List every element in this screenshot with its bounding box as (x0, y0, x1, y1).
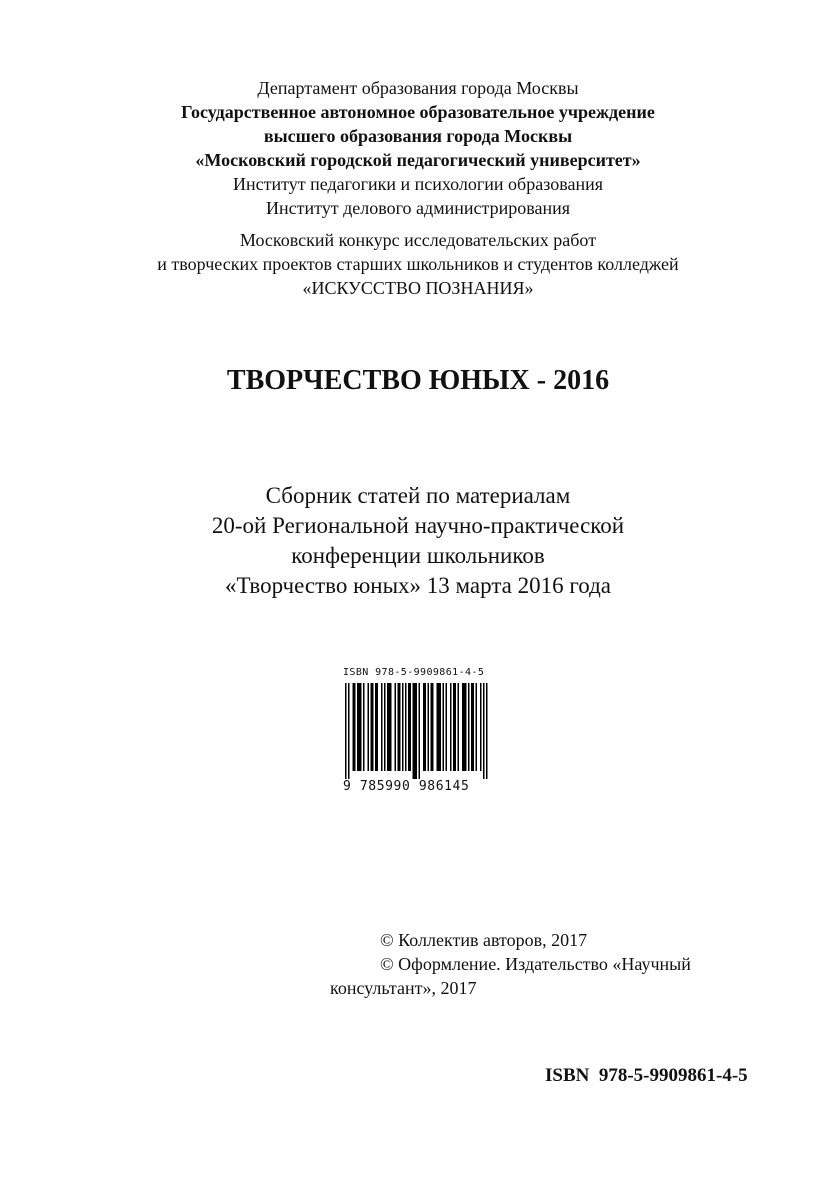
contest-line-3: «ИСКУССТВО ПОЗНАНИЯ» (302, 278, 534, 298)
barcode-isbn-label: ISBN 978-5-9909861-4-5 (343, 667, 485, 678)
barcode-bar (465, 683, 467, 771)
barcode-bar (473, 683, 475, 771)
barcode-bar (384, 683, 386, 771)
barcode-bar (375, 683, 377, 771)
copyright-authors: © Коллектив авторов, 2017 (380, 930, 588, 950)
copyright-design-cont: консультант», 2017 (330, 978, 477, 998)
isbn-barcode (343, 667, 493, 797)
barcode-bar (354, 683, 356, 771)
barcode-bar (381, 683, 383, 771)
contest-line-1: Московский конкурс исследовательских работ (239, 230, 597, 250)
collection-line-3: конференции школьников (291, 543, 545, 568)
copyright-design: © Оформление. Издательство «Научный (380, 954, 691, 974)
institute-line-1: Институт педагогики и психологии образования (232, 174, 604, 194)
barcode-bar (345, 683, 347, 779)
barcode-bar (371, 683, 373, 771)
barcode-bar (458, 683, 460, 771)
barcode-bar (425, 683, 427, 771)
barcode-bars (343, 683, 493, 779)
barcode-bar (416, 683, 418, 779)
barcode-bar (438, 683, 440, 771)
barcode-bar (464, 683, 466, 771)
barcode-bar (450, 683, 452, 771)
barcode-bar (455, 683, 457, 771)
isbn-number: ISBN 978-5-9909861-4-5 (545, 1065, 748, 1086)
barcode-bar (453, 683, 455, 771)
barcode-bar (408, 683, 410, 771)
barcode-bar (372, 683, 374, 771)
barcode-bar (437, 683, 439, 771)
barcode-bar (468, 683, 470, 771)
barcode-bar (413, 683, 415, 779)
barcode-bar (357, 683, 359, 771)
contest-block (0, 228, 836, 300)
barcode-bar (405, 683, 407, 771)
barcode-bar (443, 683, 445, 771)
barcode-bar (389, 683, 391, 771)
barcode-bar (428, 683, 430, 771)
barcode-bar (486, 683, 488, 779)
barcode-bar (395, 683, 397, 771)
barcode-bar (387, 683, 389, 771)
barcode-bar (348, 683, 350, 779)
collection-line-2: 20-ой Региональной научно-практической (211, 513, 625, 538)
collection-line-1: Сборник статей по материалам (265, 483, 571, 508)
barcode-bar (462, 683, 464, 771)
barcode-bar (480, 683, 482, 771)
collection-description (0, 481, 836, 601)
publisher-header (0, 76, 836, 220)
barcode-bar (446, 683, 448, 771)
institution-line-1: Государственное автономное образовательное учреждение (181, 102, 655, 122)
barcode-bar (414, 683, 416, 779)
barcode-bar (368, 683, 370, 771)
contest-line-2: и творческих проектов старших школьников и студентов колледжей (157, 254, 679, 274)
barcode-bar (399, 683, 401, 771)
barcode-bar (359, 683, 361, 771)
collection-line-4: «Творчество юных» 13 марта 2016 года (225, 573, 611, 598)
barcode-bar (377, 683, 379, 771)
barcode-bar (419, 683, 421, 779)
book-title: ТВОРЧЕСТВО ЮНЫХ - 2016 (226, 365, 610, 396)
barcode-bar (432, 683, 434, 771)
barcode-bar (398, 683, 400, 771)
university-name: «Московский городской педагогический университет» (195, 150, 641, 170)
department-line: Департамент образования города Москвы (257, 78, 579, 98)
barcode-bar (402, 683, 404, 771)
barcode-bar (363, 683, 365, 771)
barcode-bar (353, 683, 355, 771)
barcode-bar (471, 683, 473, 771)
barcode-digits: 9 785990 986145 (343, 779, 470, 794)
institute-line-2: Институт делового администрирования (266, 198, 570, 218)
barcode-bar (423, 683, 425, 771)
barcode-bar (431, 683, 433, 771)
barcode-bar (390, 683, 392, 771)
barcode-bar (483, 683, 485, 779)
barcode-bar (410, 683, 412, 771)
barcode-bar (440, 683, 442, 771)
barcode-bar (360, 683, 362, 771)
barcode-bar (476, 683, 478, 771)
institution-line-2: высшего образования города Москвы (263, 126, 573, 146)
